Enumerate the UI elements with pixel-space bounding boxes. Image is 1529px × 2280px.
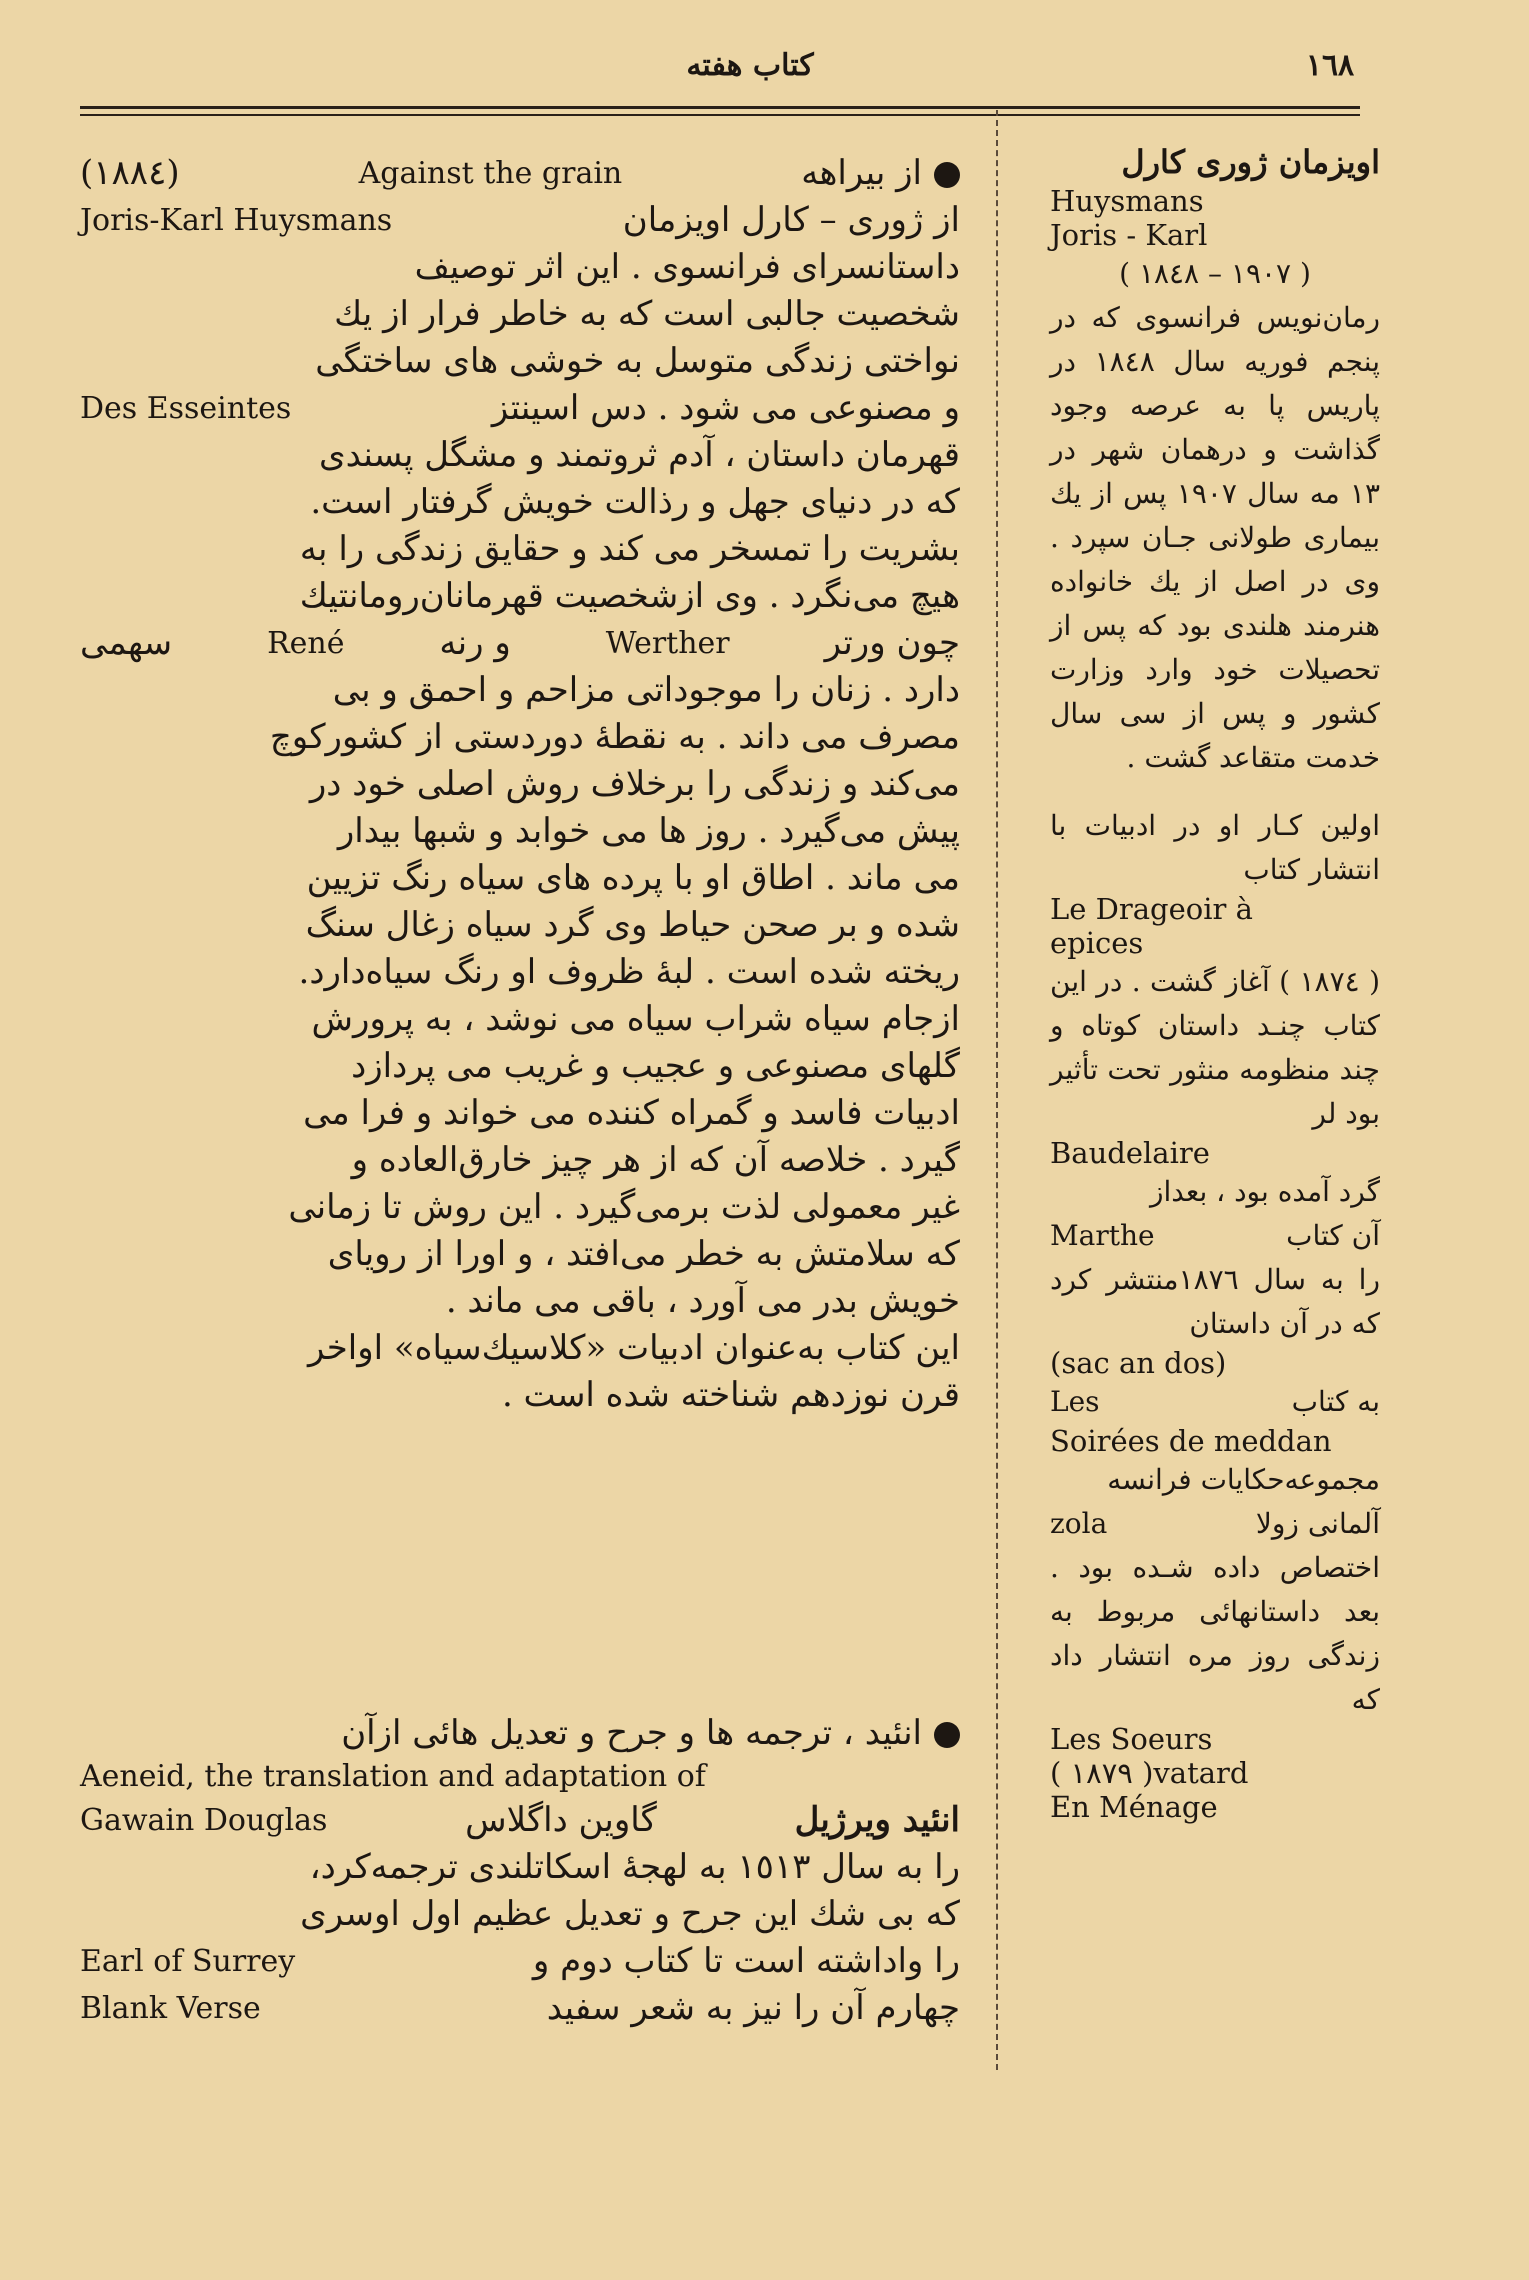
sidebar-para2d: آن کتاب xyxy=(1286,1219,1380,1252)
header-rule-top xyxy=(80,106,1360,109)
sidebar-book1: Le Drageoir à xyxy=(1050,892,1253,926)
sidebar-para2i: اختصاص داده شـده بود . بعد داستانهائی مربوط به زندگی روز مره انتشار داد که xyxy=(1050,1551,1380,1716)
entry1-line: گیرد . خلاصه آن که از هر چیز خارق‌العاده و xyxy=(351,1140,960,1180)
entry1-line: شخصیت جالبی است که به خاطر فرار از یك xyxy=(334,294,960,334)
sidebar-para1: رمان‌نویس فرانسوی که در پنجم فوریه سال ١٨٤٨ در پاریس پا به عرصه وجود گذاشت و درهمان شهر در ١٣ مه سال ١٩٠٧ پس از یك بیماری طولانی جـان سپرد . وی در اصل از یك خانواده هنرمند هلندی بود که پس از تحصیلات خود وارد وزارت کشور و پس از سی سال خدمت متقاعد گشت . xyxy=(1050,301,1380,774)
entry1-title-en: Against the grain xyxy=(358,156,623,191)
sidebar-name-en-1: Huysmans xyxy=(1050,184,1204,218)
entry1-line: چون ورتر xyxy=(824,623,960,663)
entry1-line: و رنه xyxy=(439,623,511,663)
entry1-line: نواختی زندگی متوسل به خوشی های ساختگی xyxy=(315,341,960,381)
sidebar-baudelaire: Baudelaire xyxy=(1050,1136,1210,1170)
entry1-year: (١٨٨٤) xyxy=(80,153,180,193)
entry1-line: این کتاب به‌عنوان ادبیات «کلاسیك‌سیاه» اواخر xyxy=(307,1328,960,1368)
entry2-line: چهارم آن را نیز به شعر سفید xyxy=(546,1988,960,2028)
entry2 xyxy=(80,1710,960,2032)
bullet-icon xyxy=(934,1722,960,1748)
sidebar-para2a: اولین کـار او در ادبیات با انتشار کتاب xyxy=(1050,809,1380,886)
entry1-line: قهرمان داستان ، آدم ثروتمند و مشگل پسندی xyxy=(318,435,960,475)
entry1-line: که در دنیای جهل و رذالت خویش گرفتار است. xyxy=(310,482,960,522)
entry1-line: سهمی xyxy=(80,623,173,663)
sidebar-les: Les xyxy=(1050,1385,1100,1418)
sidebar-vatard: ( ١٨٧٩ )vatard xyxy=(1050,1756,1249,1790)
entry1-line: غیر معمولی لذت برمی‌گیرد . این روش تا زمانی xyxy=(288,1187,960,1227)
column-divider xyxy=(996,110,998,2070)
entry1-line: از ژوری – کارل اویزمان xyxy=(622,200,960,240)
entry2-douglas-en: Gawain Douglas xyxy=(80,1803,328,1838)
entry1-author-line xyxy=(80,197,960,244)
sidebar-para2h: آلمانی زولا xyxy=(1255,1507,1380,1540)
entry1-hero-line xyxy=(80,385,960,432)
entry1-line: هیچ می‌نگرد . وی ازشخصیت قهرمانان‌رومانتیك xyxy=(299,576,960,616)
sidebar-para2e: را به سال ١٨٧٦منتشر کرد که در آن داستان xyxy=(1050,1263,1380,1340)
entry2-line: انئید ویرژیل xyxy=(794,1800,960,1840)
entry1-werther-en: Werther xyxy=(605,626,730,661)
entry1-line: ادبیات فاسد و گمراه کننده می خواند و فرا می xyxy=(303,1093,960,1133)
sidebar-name-en-2: Joris - Karl xyxy=(1050,218,1208,252)
sidebar-sac: (sac an dos) xyxy=(1050,1346,1227,1380)
entry1-line: پیش می‌گیرد . روز ها می خوابد و شبها بیدار xyxy=(337,811,960,851)
sidebar-soirees: Soirées de meddan xyxy=(1050,1424,1332,1458)
entry1-author-en: Joris-Karl Huysmans xyxy=(80,203,393,238)
entry1-line: داستانسرای فرانسوی . این اثر توصیف xyxy=(414,247,960,287)
entry1-line: می ماند . اطاق او با پرده های سیاه رنگ تزیین xyxy=(306,858,960,898)
entry1-heading xyxy=(80,150,960,197)
entry1-rene-en: René xyxy=(267,626,345,661)
sidebar-menage: En Ménage xyxy=(1050,1790,1218,1824)
sidebar-para2g: مجموعه‌حکایات فرانسه xyxy=(1107,1463,1380,1496)
sidebar-para2f: به کتاب xyxy=(1291,1385,1380,1418)
entry2-heading xyxy=(80,1710,960,1757)
sidebar-zola: zola xyxy=(1050,1507,1108,1540)
entry1-line: خویش بدر می آورد ، باقی می ماند . xyxy=(445,1281,960,1321)
entry2-douglas-line xyxy=(80,1797,960,1844)
main-column xyxy=(80,150,960,1419)
sidebar-column xyxy=(1050,140,1380,1824)
entry1-line: گلهای مصنوعی و عجیب و غریب می پردازد xyxy=(351,1046,960,1086)
sidebar-para2c: گرد آمده بود ، بعداز xyxy=(1149,1175,1380,1208)
entry1-line: شده و بر صحن حیاط وی گرد سیاه زغال سنگ xyxy=(305,905,960,945)
header-rule-bottom xyxy=(80,114,1360,116)
entry1-line: مصرف می داند . به نقطهٔ دوردستی از کشورکوچ xyxy=(269,717,960,757)
entry2-line: که بی شك این جرح و تعدیل عظیم اول اوسری xyxy=(300,1894,960,1934)
entry1-hero-en: Des Esseintes xyxy=(80,391,292,426)
sidebar-zola-line xyxy=(1050,1502,1380,1546)
entry2-blank-line xyxy=(80,1985,960,2032)
sidebar-dates: ( ١٩٠٧ – ١٨٤٨ ) xyxy=(1119,257,1311,290)
entry2-surrey-en: Earl of Surrey xyxy=(80,1944,296,1979)
entry1-line: بشریت را تمسخر می کند و حقایق زندگی را به xyxy=(299,529,960,569)
entry1-title-fa: از بیراهه xyxy=(801,153,922,193)
entry1-line: ریخته شده است . لبهٔ ظروف او رنگ سیاه‌دارد. xyxy=(298,952,960,992)
sidebar-soeurs: Les Soeurs xyxy=(1050,1722,1213,1756)
sidebar-name-fa: اویزمان ژوری کارل xyxy=(1121,143,1380,181)
entry1-werther-line xyxy=(80,620,960,667)
entry1-line: می‌کند و زندگی را برخلاف روش اصلی خود در xyxy=(309,764,960,804)
running-title: کتاب هفته xyxy=(686,48,814,83)
entry1-line: و مصنوعی می شود . دس اسینتز xyxy=(491,388,960,428)
entry2-line: را واداشته است تا کتاب دوم و xyxy=(532,1941,960,1981)
sidebar-para2b: ( ١٨٧٤ ) آغاز گشت . در این کتاب چنـد داستان کوتاه و چند منظومه منثور تحت تأثیر بود لر xyxy=(1050,965,1380,1130)
page-number: ١٦٨ xyxy=(1305,48,1355,83)
entry2-surrey-line xyxy=(80,1938,960,1985)
entry2-title-en: Aeneid, the translation and adaptation of xyxy=(80,1759,706,1794)
sidebar-marthe: Marthe xyxy=(1050,1219,1155,1252)
entry1-line: که سلامتش به خطر می‌افتد ، و اورا از رویای xyxy=(327,1234,960,1274)
bullet-icon xyxy=(934,162,960,188)
entry1-line: قرن نوزدهم شناخته شده است . xyxy=(501,1375,960,1415)
entry1-line: دارد . زنان را موجوداتی مزاحم و احمق و بی xyxy=(332,670,960,710)
sidebar-les-line xyxy=(1050,1380,1380,1424)
sidebar-marthe-line xyxy=(1050,1214,1380,1258)
sidebar-book1b: epices xyxy=(1050,926,1144,960)
entry2-line: را به سال ١٥١٣ به لهجهٔ اسکاتلندی ترجمه‌کرد، xyxy=(309,1847,960,1887)
entry2-blank-en: Blank Verse xyxy=(80,1991,261,2026)
entry2-line: گاوین داگلاس xyxy=(465,1800,657,1840)
entry2-title-fa: انئید ، ترجمه ها و جرح و تعدیل هائی ازآن xyxy=(341,1713,922,1753)
entry1-line: ازجام سیاه شراب سیاه می نوشد ، به پرورش xyxy=(311,999,960,1039)
